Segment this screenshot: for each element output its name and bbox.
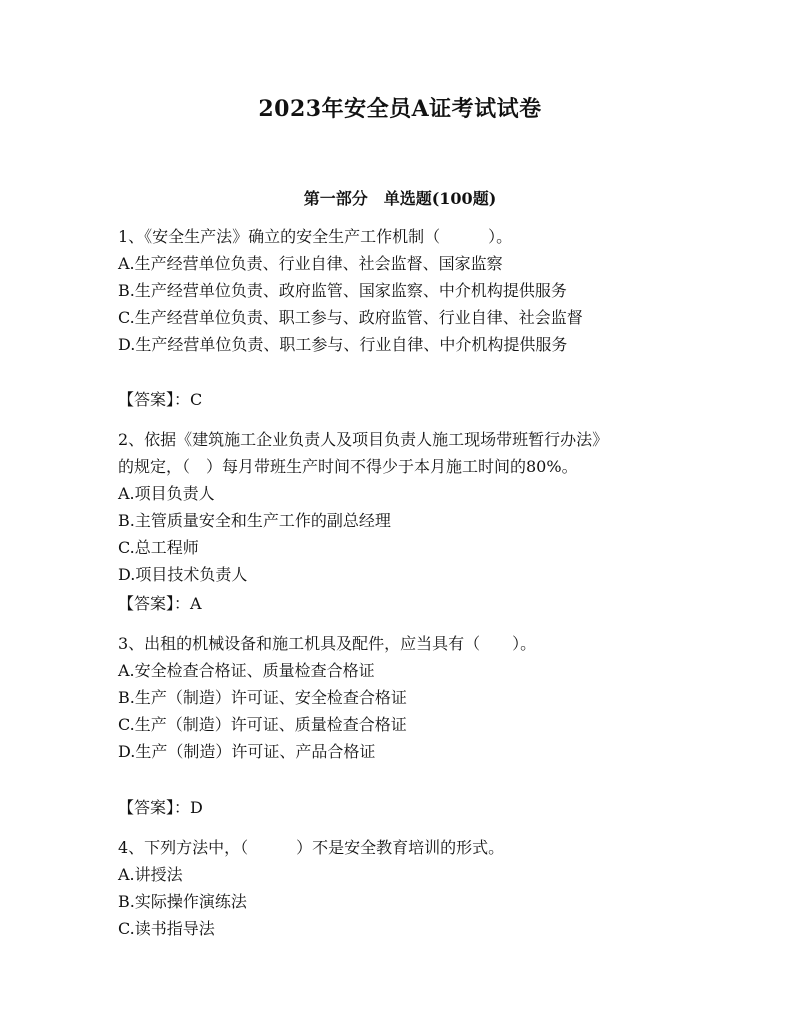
option-d: D.生产（制造）许可证、产品合格证 bbox=[118, 742, 376, 761]
option-a: A.安全检查合格证、质量检查合格证 bbox=[118, 661, 375, 680]
question-2 bbox=[118, 426, 698, 588]
option-c: C.读书指导法 bbox=[118, 919, 215, 938]
question-3 bbox=[118, 630, 698, 765]
option-c: C.总工程师 bbox=[118, 538, 199, 557]
question-stem: 2、依据《建筑施工企业负责人及项目负责人施工现场带班暂行办法》 bbox=[118, 430, 609, 449]
question-stem: 4、下列方法中，（ ）不是安全教育培训的形式。 bbox=[118, 838, 505, 857]
section-title: 第一部分 单选题(100题) bbox=[303, 189, 497, 208]
answer-2: 【答案】：A bbox=[118, 594, 202, 613]
option-a: A.讲授法 bbox=[118, 865, 183, 884]
document-title: 2023年安全员A证考试试卷 bbox=[258, 96, 542, 122]
answer-3: 【答案】：D bbox=[118, 798, 203, 817]
option-b: B.主管质量安全和生产工作的副总经理 bbox=[118, 511, 391, 530]
question-1 bbox=[118, 223, 698, 358]
answer-1: 【答案】：C bbox=[118, 390, 203, 409]
option-d: D.生产经营单位负责、职工参与、行业自律、中介机构提供服务 bbox=[118, 335, 568, 354]
question-stem-continued: 的规定，（ ）每月带班生产时间不得少于本月施工时间的80%。 bbox=[118, 457, 578, 476]
option-a: A.项目负责人 bbox=[118, 484, 215, 503]
question-stem: 3、出租的机械设备和施工机具及配件，应当具有（ ）。 bbox=[118, 634, 537, 653]
question-4 bbox=[118, 834, 698, 942]
option-d: D.项目技术负责人 bbox=[118, 565, 248, 584]
option-b: B.生产（制造）许可证、安全检查合格证 bbox=[118, 688, 407, 707]
option-c: C.生产（制造）许可证、质量检查合格证 bbox=[118, 715, 407, 734]
option-b: B.实际操作演练法 bbox=[118, 892, 247, 911]
question-stem: 1、《安全生产法》确立的安全生产工作机制（ ）。 bbox=[118, 227, 513, 246]
option-b: B.生产经营单位负责、政府监管、国家监察、中介机构提供服务 bbox=[118, 281, 567, 300]
option-a: A.生产经营单位负责、行业自律、社会监督、国家监察 bbox=[118, 254, 503, 273]
option-c: C.生产经营单位负责、职工参与、政府监管、行业自律、社会监督 bbox=[118, 308, 583, 327]
